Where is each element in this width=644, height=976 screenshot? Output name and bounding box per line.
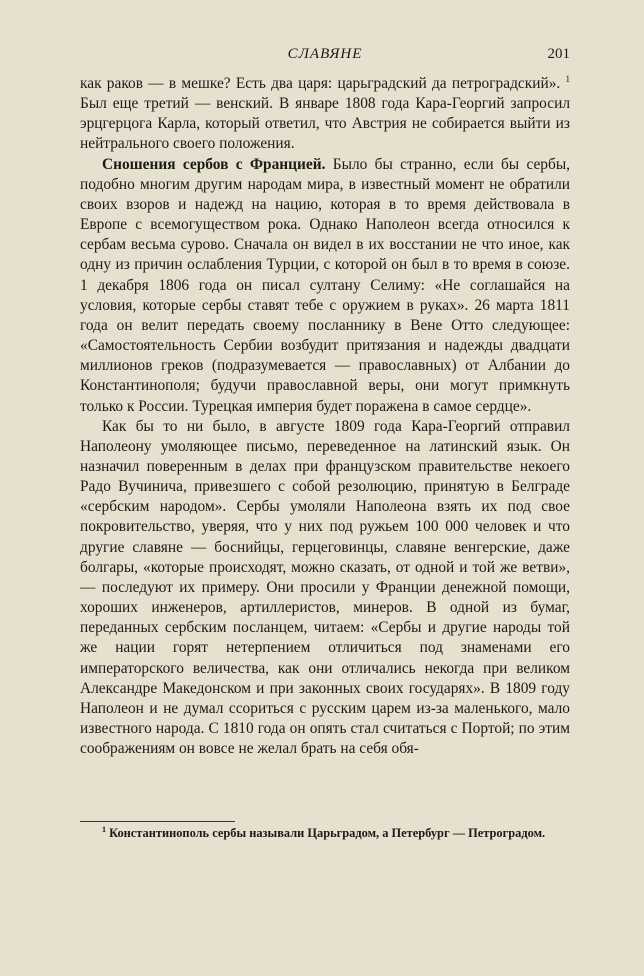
paragraph-continued: [80, 74, 570, 155]
footnote-rule: [80, 821, 235, 822]
paragraph-kara-georgiy-letter: Как бы то ни было, в августе 1809 года Кара-Георгий отправил Наполеону умоляющее письмо, переведенное на латинский язык. Он назначил поверенным в делах при французском правительстве некоего Радо Вучинича, привезшего с собой резолюцию, принятую в Белграде «сербским народом». Сербы умоляли Наполеона взять их под свое покровительство, уверяя, что у них под ружьем 100 000 человек и что другие славяне — боснийцы, герцеговинцы, славяне венгерские, даже болгары, «которые происходят, можно сказать, от одной и той же ветви», — последуют их примеру. Они просили у Франции денежной помощи, хороших инженеров, артиллеристов, минеров. В одной из бумаг, переданных сербским посланцем, читаем: «Сербы и другие народы той же нации горят нетерпением отличиться под знаменами его императорского величества, как они отличались некогда при великом Александре Македонском и при законных своих государях». В 1809 году Наполеон и не думал ссориться с русским царем из-за маленького, мало известного народа. С 1810 года он опять стал считаться с Портой; по этим соображениям он вовсе не желал брать на себя обя-: [80, 417, 570, 758]
page-number: 201: [547, 46, 570, 62]
paragraph-text: как раков — в мешке? Есть два царя: царьградский да петроградский».: [80, 75, 566, 92]
paragraph-serbs-france: [80, 155, 570, 417]
running-title: СЛАВЯНЕ: [287, 46, 363, 62]
footnote: [80, 825, 570, 842]
footnote-text: Константинополь сербы называли Царьградом, а Петербург — Петроградом.: [106, 826, 546, 840]
paragraph-text: Было бы странно, если бы сербы, подобно многим другим народам мира, в известный момент не обратили своих взоров и надежд на нацию, которая в то время действовала в Европе с всемогуществом рока. Однако Наполеон всегда относился к сербам весьма сурово. Сначала он видел в их восстании не что иное, как одну из причин ослабления Турции, с которой он был в то время в союзе. 1 декабря 1806 года он писал султану Селиму: «Не соглашайся на условия, которые сербы ставят тебе с оружием в руках». 26 марта 1811 года он велит передать своему посланнику в Вене Отто следующее: «Самостоятельность Сербии возбудит притязания и надежды двадцати миллионов греков (подразумевается — православных) от Албании до Константинополя; будучи православной веры, они могут примкнуть только к России. Турецкая империя будет поражена в самое сердце».: [80, 155, 571, 415]
section-heading: Сношения сербов с Францией.: [102, 155, 326, 173]
paragraph-text: Был еще третий — венский. В январе 1808 года Кара-Георгий запросил эрцгерцога Карла, который ответил, что Австрия не собирается выйти из нейтрального своего положения.: [80, 95, 570, 153]
footnote-marker: 1: [102, 824, 106, 834]
body-text: [80, 74, 570, 759]
footnote-reference: 1: [565, 73, 570, 84]
page-header: [80, 46, 570, 66]
